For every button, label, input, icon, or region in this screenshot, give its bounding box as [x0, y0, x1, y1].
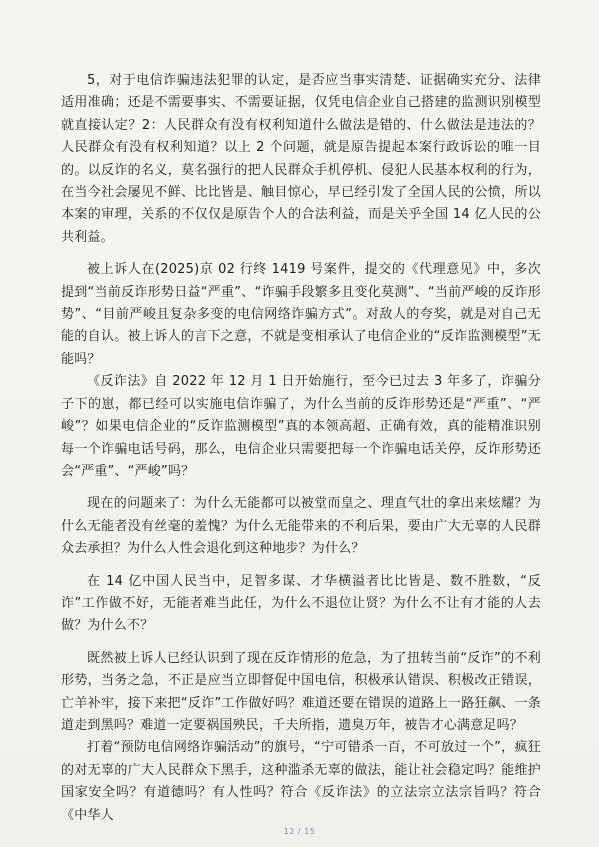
paragraph-2: 被上诉人在(2025)京 02 行终 1419 号案件，提交的《代理意见》中，多次提到“当前反诈形势日益“严重”、“诈骗手段繁多且变化莫测”、“当前严峻的反诈形势”、“目前严峻且复杂多变的电信网络诈骗方式”。对敌人的夸奖，就是对自己无能的自认。被上诉人的言下之意，不就是变相承认了电信企业的“反诈监测模型”无能吗？ — [61, 262, 541, 367]
paragraph-3: 《反诈法》自 2022 年 12 月 1 日开始施行，至今已过去 3 年多了，诈骗分子下的崽，都已经可以实施电信诈骗了，为什么当前的反诈形势还是“严重”、“严峻”？如果电信企业的“反诈监测模型”真的本领高超、正确有效，真的能精准识别每一个诈骗电话号码，那么，电信企业只需要把每一个诈骗电话关停，反诈形势还会“严重”、“严峻”吗？ — [61, 374, 541, 479]
paragraph-5: 在 14 亿中国人民当中，足智多谋、才华横溢者比比皆是、数不胜数，“反诈”工作做不好，无能者难当此任，为什么不退位让贤？为什么不让有才能的人去做？为什么不？ — [61, 573, 541, 634]
page-number: 12 / 15 — [283, 827, 316, 836]
paragraph-4: 现在的问题来了：为什么无能都可以被堂而皇之、理直气壮的拿出来炫耀？为什么无能者没有丝毫的羞愧？为什么无能带来的不利后果，要由广大无辜的人民群众去承担？为什么人性会退化到这种地步？为什么？ — [61, 496, 541, 557]
paragraph-7: 打着“预防电信网络诈骗活动”的旗号，“宁可错杀一百，不可放过一个”，疯狂的对无辜的广大人民群众下黑手，这种滥杀无辜的做法，能让社会稳定吗？能维护国家安全吗？有道德吗？有人性吗？符合《反诈法》的立法宗立法宗旨吗？符合《中华人 — [61, 740, 541, 823]
paragraph-1: 5，对于电信诈骗违法犯罪的认定，是否应当事实清楚、证据确实充分、法律适用准确；还是不需要事实、不需要证据，仅凭电信企业自己搭建的监测识别模型就直接认定？2：人民群众有没有权利知道什么做法是错的、什么做法是违法的？人民群众有没有权利知道？以上 2 个问题，就是原告提起本案行政诉讼的唯一目的。以反诈的名义，莫名强行的把人民群众手机停机、侵犯人民基本权利的行为，在当今社会屡见不鲜、比比皆是、触目惊心，早已经引发了全国人民的公愤，所以本案的审理，关系的不仅仅是原告个人的合法利益，而是关乎全国 14 亿人民的公共利益。 — [61, 73, 541, 245]
paragraph-6: 既然被上诉人已经认识到了现在反诈情形的危急，为了扭转当前“反诈”的不利形势，当务之急，不正是应当立即督促中国电信，积极承认错误、积极改正错误，亡羊补牢，接下来把“反诈”工作做好吗？难道还要在错误的道路上一路狂飙、一条道走到黑吗？难道一定要祸国殃民，千夫所指，遗臭万年，被告才心满意足吗？ — [61, 650, 541, 733]
